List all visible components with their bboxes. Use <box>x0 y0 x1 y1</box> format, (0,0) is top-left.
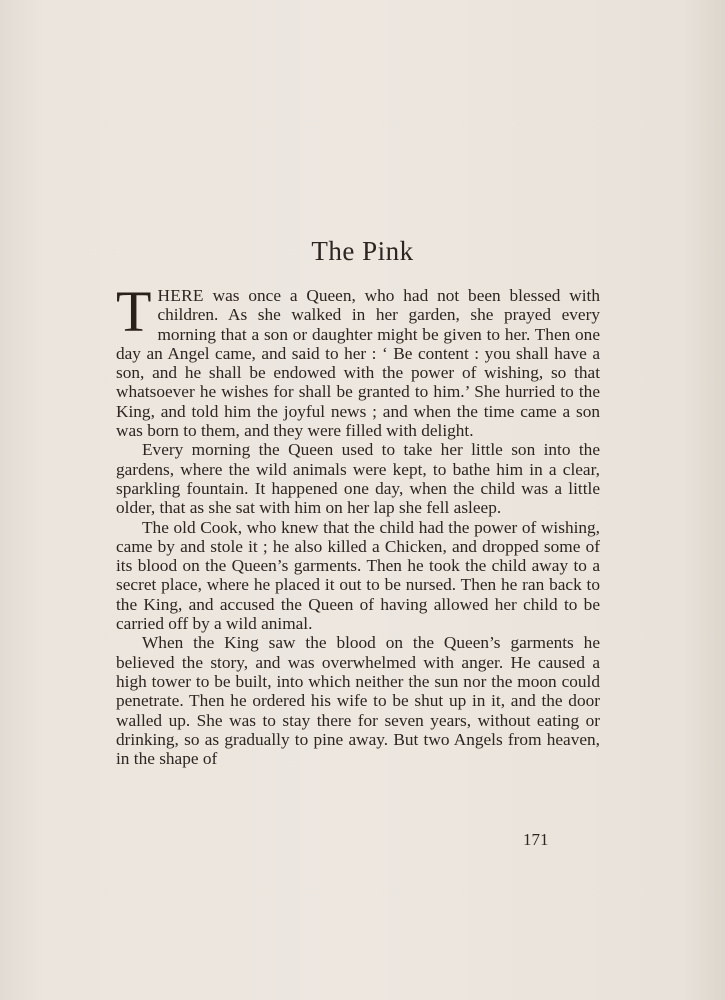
body-text <box>116 279 600 769</box>
drop-cap: T <box>116 279 152 344</box>
paragraph-2: Every morning the Queen used to take her little son into the gardens, where the wild animals were kept, to bathe him in a clear, sparkling fountain. It happened one day, when the child was a little older, that as she sat with him on her lap she fell asleep. <box>116 440 600 518</box>
paragraph-1 <box>116 279 600 441</box>
page-number: 171 <box>523 830 549 849</box>
first-word: HERE <box>157 286 204 305</box>
paragraph-4: When the King saw the blood on the Queen’s garments he believed the story, and was overwhelmed with anger. He caused a high tower to be built, into which neither the sun nor the moon could penetrate. Then he ordered his wife to be shut up in it, and the door walled up. She was to stay there for seven years, without eating or drinking, so as gradually to pine away. But two Angels from heaven, in the shape of <box>116 633 600 769</box>
chapter-title: The Pink <box>311 236 414 266</box>
paragraph-3: The old Cook, who knew that the child had the power of wishing, came by and stole it ; he also killed a Chicken, and dropped some of its blood on the Queen’s garments. Then he took the child away to a secret place, where he placed it out to be nursed. Then he ran back to the King, and accused the Queen of having allowed her child to be carried off by a wild animal. <box>116 517 600 634</box>
paragraph-1-text: was once a Queen, who had not been blessed with children. As she walked in her garden, she prayed every morning that a son or daughter might be given to her. Then one day an Angel came, and said to her : ‘ Be content : you shall have a son, and he shall be endowed with the power of wishing, so that whatsoever he wishes for shall be granted to him.’ She hurried to the King, and told him the joyful news ; and when the time came a son was born to them, and they were filled with delight. <box>116 286 600 441</box>
